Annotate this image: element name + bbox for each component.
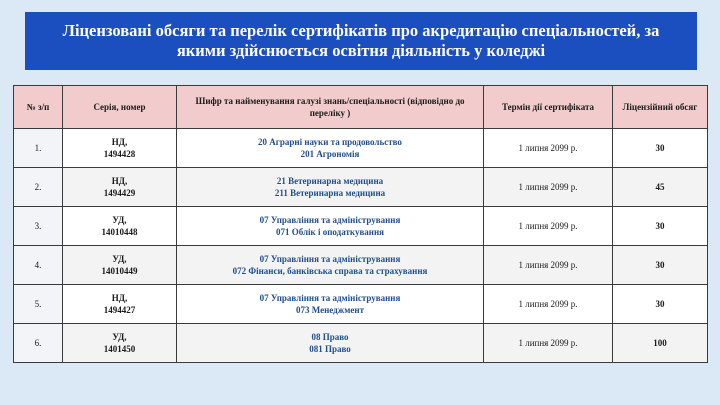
title-banner <box>25 12 697 70</box>
field-of-knowledge: 21 Ветеринарна медицина <box>276 176 384 186</box>
table-row <box>14 207 708 246</box>
header-term: Термін дії сертифіката <box>484 86 613 129</box>
series-number: 14010448 <box>101 227 138 237</box>
row-volume: 30 <box>613 285 708 324</box>
row-term: 1 липня 2099 р. <box>484 324 613 363</box>
row-num: 1. <box>14 129 63 168</box>
row-volume: 30 <box>613 246 708 285</box>
series-number: 1494427 <box>103 305 136 315</box>
row-num: 4. <box>14 246 63 285</box>
row-volume: 100 <box>613 324 708 363</box>
row-specialty <box>177 168 484 207</box>
table-header-row <box>14 86 708 129</box>
series-code: НД, <box>111 137 128 147</box>
row-volume: 45 <box>613 168 708 207</box>
row-specialty <box>177 285 484 324</box>
table-row <box>14 129 708 168</box>
page-title: Ліцензовані обсяги та перелік сертифікатів про акредитацію спеціальностей, за якими здійснюється освітня діяльність у коледжі <box>62 21 660 60</box>
certificates-table <box>13 85 708 363</box>
series-code: УД, <box>112 254 127 264</box>
header-series: Серія, номер <box>63 86 177 129</box>
header-volume: Ліцензійний обсяг <box>613 86 708 129</box>
field-of-knowledge: 07 Управління та адміністрування <box>259 293 401 303</box>
row-num: 3. <box>14 207 63 246</box>
series-number: 14010449 <box>101 266 138 276</box>
row-num: 5. <box>14 285 63 324</box>
series-code: УД, <box>112 332 127 342</box>
field-of-knowledge: 07 Управління та адміністрування <box>259 215 401 225</box>
specialty-name: 081 Право <box>309 344 351 354</box>
row-specialty <box>177 324 484 363</box>
row-series <box>63 246 177 285</box>
series-code: НД, <box>111 176 128 186</box>
series-number: 1401450 <box>103 344 136 354</box>
row-specialty <box>177 129 484 168</box>
row-series <box>63 129 177 168</box>
field-of-knowledge: 20 Аграрні науки та продовольство <box>258 137 402 147</box>
table-row <box>14 285 708 324</box>
specialty-name: 211 Ветеринарна медицина <box>274 188 386 198</box>
field-of-knowledge: 08 Право <box>311 332 349 342</box>
specialty-name: 201 Агрономія <box>300 149 360 159</box>
series-number: 1494428 <box>103 149 136 159</box>
row-num: 2. <box>14 168 63 207</box>
row-series <box>63 207 177 246</box>
field-of-knowledge: 07 Управління та адміністрування <box>259 254 401 264</box>
header-num: № з/п <box>14 86 63 129</box>
row-term: 1 липня 2099 р. <box>484 285 613 324</box>
row-specialty <box>177 207 484 246</box>
series-number: 1494429 <box>103 188 136 198</box>
table-row <box>14 324 708 363</box>
row-term: 1 липня 2099 р. <box>484 129 613 168</box>
row-term: 1 липня 2099 р. <box>484 168 613 207</box>
row-specialty <box>177 246 484 285</box>
table-row <box>14 168 708 207</box>
row-volume: 30 <box>613 129 708 168</box>
specialty-name: 071 Облік і оподаткування <box>275 227 385 237</box>
table-row <box>14 246 708 285</box>
row-series <box>63 324 177 363</box>
row-series <box>63 168 177 207</box>
row-term: 1 липня 2099 р. <box>484 207 613 246</box>
header-specialty: Шифр та найменування галузі знань/спеціальності (відповідно до переліку ) <box>177 86 484 129</box>
series-code: НД, <box>111 293 128 303</box>
row-num: 6. <box>14 324 63 363</box>
row-volume: 30 <box>613 207 708 246</box>
series-code: УД, <box>112 215 127 225</box>
row-series <box>63 285 177 324</box>
specialty-name: 073 Менеджмент <box>296 305 364 315</box>
specialty-name: 072 Фінанси, банківська справа та страхування <box>232 266 428 276</box>
row-term: 1 липня 2099 р. <box>484 246 613 285</box>
